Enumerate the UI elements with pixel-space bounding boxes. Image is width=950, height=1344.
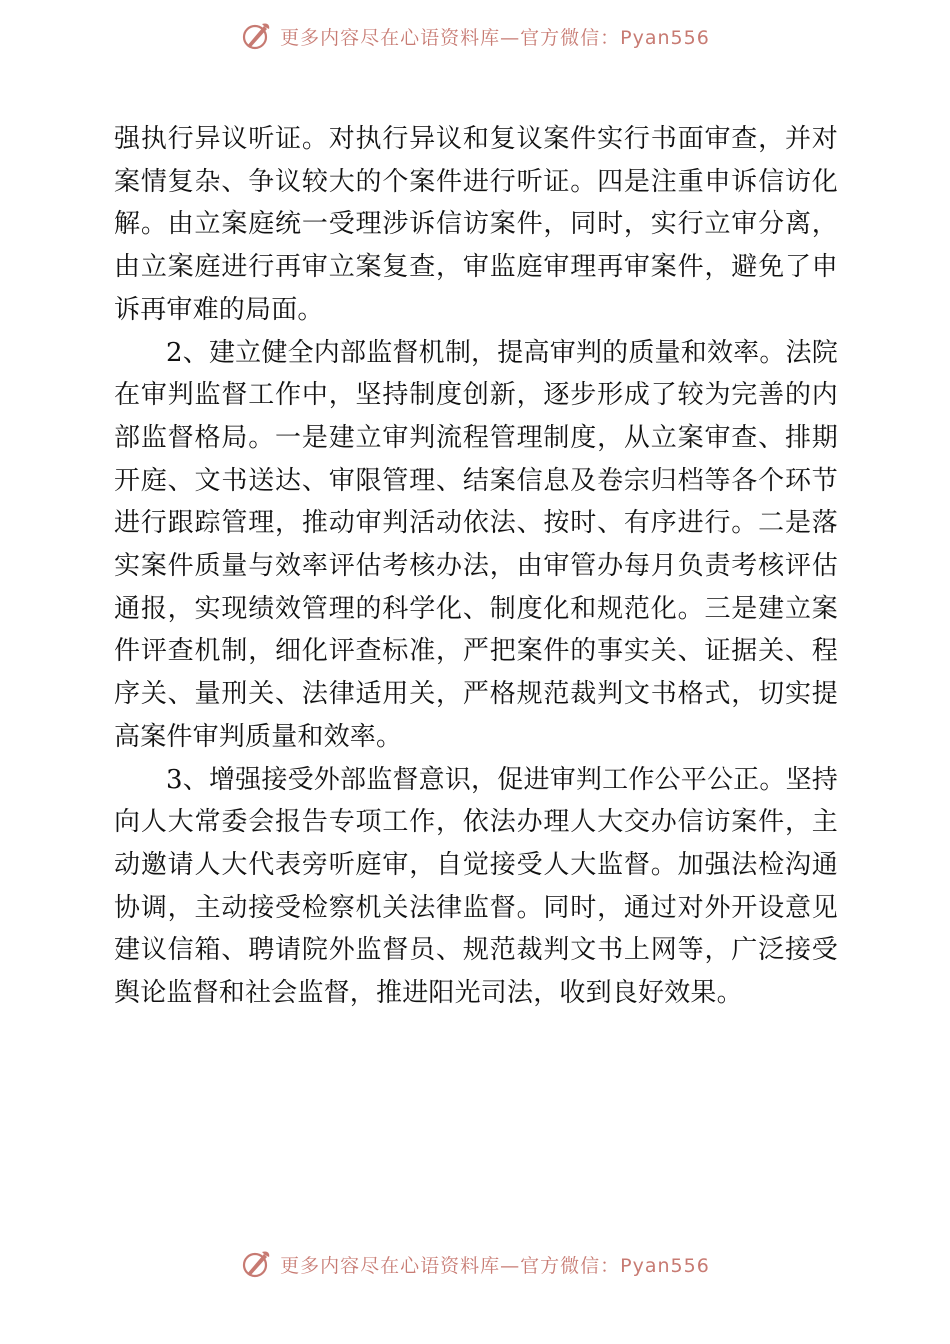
footer-brand-text bbox=[280, 1251, 710, 1278]
footer-banner bbox=[0, 1244, 950, 1284]
header-brand-label: 更多内容尽在心语资料库—官方微信： bbox=[280, 26, 621, 49]
footer-brand-label: 更多内容尽在心语资料库—官方微信： bbox=[280, 1254, 621, 1277]
paragraph-1: 强执行异议听证。对执行异议和复议案件实行书面审查，并对案情复杂、争议较大的个案件进行听证。四是注重申诉信访化解。由立案庭统一受理涉诉信访案件，同时，实行立审分离，由立案庭进行再审立案复查，审监庭审理再审案件，避免了申诉再审难的局面。 bbox=[114, 124, 838, 325]
document-body bbox=[114, 118, 838, 1015]
footer-wechat-id: Pyan556 bbox=[620, 1254, 710, 1277]
paragraph-2: 2、建立健全内部监督机制，提高审判的质量和效率。法院在审判监督工作中，坚持制度创新，逐步形成了较为完善的内部监督格局。一是建立审判流程管理制度，从立案审查、排期开庭、文书送达、审限管理、结案信息及卷宗归档等各个环节进行跟踪管理，推动审判活动依法、按时、有序进行。二是落实案件质量与效率评估考核办法，由审管办每月负责考核评估通报，实现绩效管理的科学化、制度化和规范化。三是建立案件评查机制，细化评查标准，严把案件的事实关、证据关、程序关、量刑关、法律适用关，严格规范裁判文书格式，切实提高案件审判质量和效率。 bbox=[114, 337, 838, 752]
quill-logo-icon bbox=[240, 1248, 272, 1280]
header-wechat-id: Pyan556 bbox=[620, 26, 710, 49]
paragraph-3: 3、增强接受外部监督意识，促进审判工作公平公正。坚持向人大常委会报告专项工作，依法办理人大交办信访案件，主动邀请人大代表旁听庭审，自觉接受人大监督。加强法检沟通协调，主动接受检察机关法律监督。同时，通过对外开设意见建议信箱、聘请院外监督员、规范裁判文书上网等，广泛接受舆论监督和社会监督，推进阳光司法，收到良好效果。 bbox=[114, 764, 838, 1009]
header-banner bbox=[0, 16, 950, 56]
quill-logo-icon bbox=[240, 20, 272, 52]
header-brand-text bbox=[280, 23, 710, 50]
